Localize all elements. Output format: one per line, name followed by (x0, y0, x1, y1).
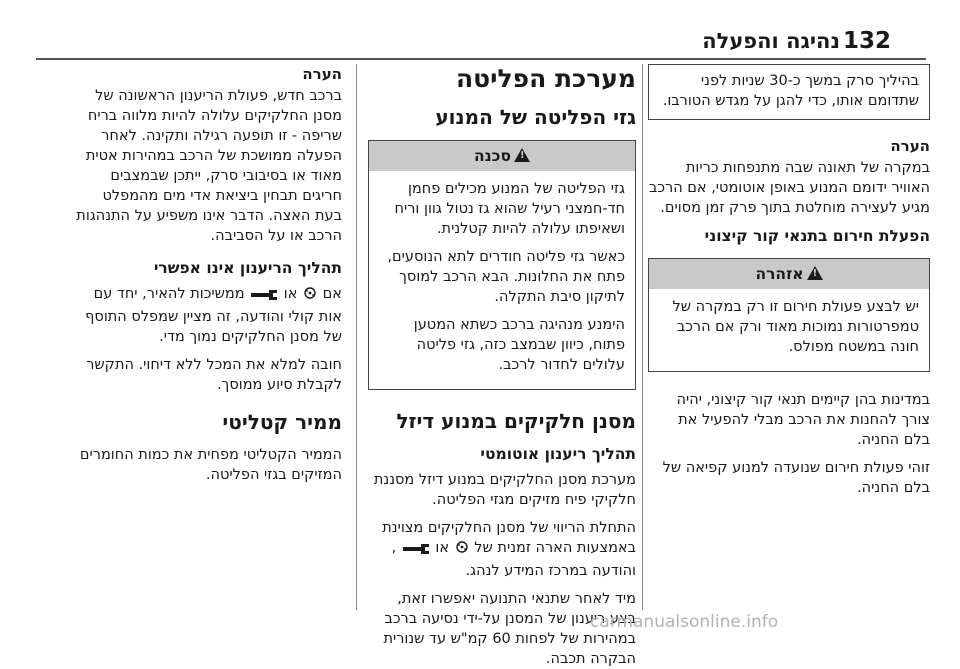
filter-para-e: חובה למלא את המכל ללא דיחוי. התקשר לקבלת סיוע ממוסך. (86, 357, 342, 393)
idle-tip-box (648, 64, 930, 120)
particulate-filter-icon (302, 285, 318, 307)
filter-para-b-pre: התחלת הריווי של מסנן החלקיקים מצוינת באמצעות הארה זמנית של (382, 520, 636, 556)
warning-text: יש לבצע פעולת חירום זו רק במקרה של טמפרטורות נמוכות מאוד ורק אם הרכב חונה במשטח מפולס. (672, 299, 919, 355)
warning-triangle-icon (514, 148, 530, 162)
danger-header (369, 141, 635, 171)
particulate-filter-icon (454, 539, 470, 561)
warning-triangle-icon (807, 266, 823, 280)
note-label: הערה (302, 65, 342, 83)
column-divider-right (642, 64, 643, 610)
idle-tip-text: בהיליך סרק במשך כ-30 שניות לפני שתדומם אותו, כדי להגן על מגדש הטורבו. (662, 73, 919, 109)
warning-body (649, 289, 929, 371)
page-title: נהיגה והפעלה (702, 29, 840, 53)
emergency-cold-title: הפעלת חירום בתנאי קור קיצוני (704, 227, 930, 245)
engine-exhaust-title: גזי הפליטה של המנוע (435, 105, 636, 129)
wrench-icon (401, 541, 431, 561)
filter-para-b-post: , והודעה במרכז המידע לנהג. (391, 540, 636, 579)
header-rule (36, 58, 926, 60)
page-number: 132 (843, 28, 892, 54)
danger-para-3: הימנע מנהיגה ברכב כשתא המטען פתוח, כיוון שבמצב כזה, גזי פליטה עלולים לחדור לרכב. (413, 317, 625, 373)
filter-para-a: מערכת מסנן החלקיקים במנוע דיזל מסננת חלקיקי פיח מזיקים מגזי הפליטה. (373, 472, 636, 508)
column-divider-left (356, 64, 357, 610)
new-car-note-text: ברכב חדש, פעולת הריענון הראשונה של מסנן החלקיקים עלולה להיות מלווה בריח שריפה - זו תופעה רגילה ותקינה. לאחר הפעלה ממושכת של הרכב במהירות אטית מאוד או בסיבובי סרק, ייתכן שבמצבים חריגים תבחין ביציאת אדי מים מהמפלט בעת האצה. הדבר אינו משפיע על התנהגות הרכב או על הסביבה. (76, 88, 342, 244)
note-label: הערה (890, 137, 930, 155)
column-right (648, 64, 930, 610)
danger-title: סכנה (474, 147, 511, 165)
filter-para-b (368, 518, 636, 581)
page-header (0, 0, 960, 62)
column-middle (368, 64, 636, 667)
filter-para-d-post: ממשיכות להאיר, יחד עם אות קולי והודעה, זה מציין שמפלס התוסף של מסנן החלקיקים נמוך מדי. (85, 286, 342, 345)
warning-box (648, 258, 930, 372)
danger-para-1: גזי הפליטה של המנוע מכילים פחמן חד-חמצני רעיל שהוא גז נטול גוון וריח ושאיפתו עלולה להיות קטלנית. (394, 181, 625, 237)
danger-body (369, 171, 635, 389)
regen-fail-label: תהליך הריענון אינו אפשרי (153, 259, 342, 277)
cold-para-1: במדינות בהן קיימים תנאי קור קיצוני, יהיה צורך להחנות את הרכב מבלי להפעיל את בלם החניה. (676, 392, 930, 448)
danger-para-2: כאשר גזי פליטה חודרים לתא הנוסעים, פתח את החלונות. הבא הרכב למוסך לתיקון סיבת התקלה. (387, 249, 625, 305)
watermark: carmanualsonline.info (590, 612, 779, 632)
warning-header (649, 259, 929, 289)
filter-para-d-or: או (283, 286, 298, 302)
warning-title: אזהרה (755, 265, 804, 283)
filter-para-b-or: או (435, 540, 450, 556)
auto-regen-label: תהליך ריענון אוטומטי (480, 445, 636, 463)
filter-para-c: מיד לאחר שתנאי התנועה יאפשרו זאת, בצע ריענון של המסנן על-ידי נסיעה ברכב במהירות של לפחות 60 קמ"ש עד שנורית הבקרה תכבה. (383, 591, 636, 667)
diesel-filter-title: מסנן חלקיקים במנוע דיזל (396, 409, 636, 433)
wrench-icon (249, 287, 279, 307)
catalytic-para: הממיר הקטליטי מפחית את כמות החומרים המזיקים בגזי הפליטה. (79, 447, 342, 483)
filter-para-d (72, 284, 342, 347)
catalytic-converter-title: ממיר קטליטי (222, 410, 342, 434)
column-left (72, 64, 342, 610)
cold-para-2: זוהי פעולת חירום שנועדה למנוע קפיאה של בלם החניה. (662, 460, 930, 496)
filter-para-d-pre: אם (322, 286, 342, 302)
danger-box (368, 140, 636, 390)
exhaust-system-title: מערכת הפליטה (456, 64, 636, 93)
airbag-note-text: במקרה של תאונה שבה מתנפחות כריות האוויר ידומם המנוע באופן אוטומטי, אם הרכב מגיע לעצירה מוחלטת בתוך פרק זמן מסוים. (648, 160, 930, 216)
